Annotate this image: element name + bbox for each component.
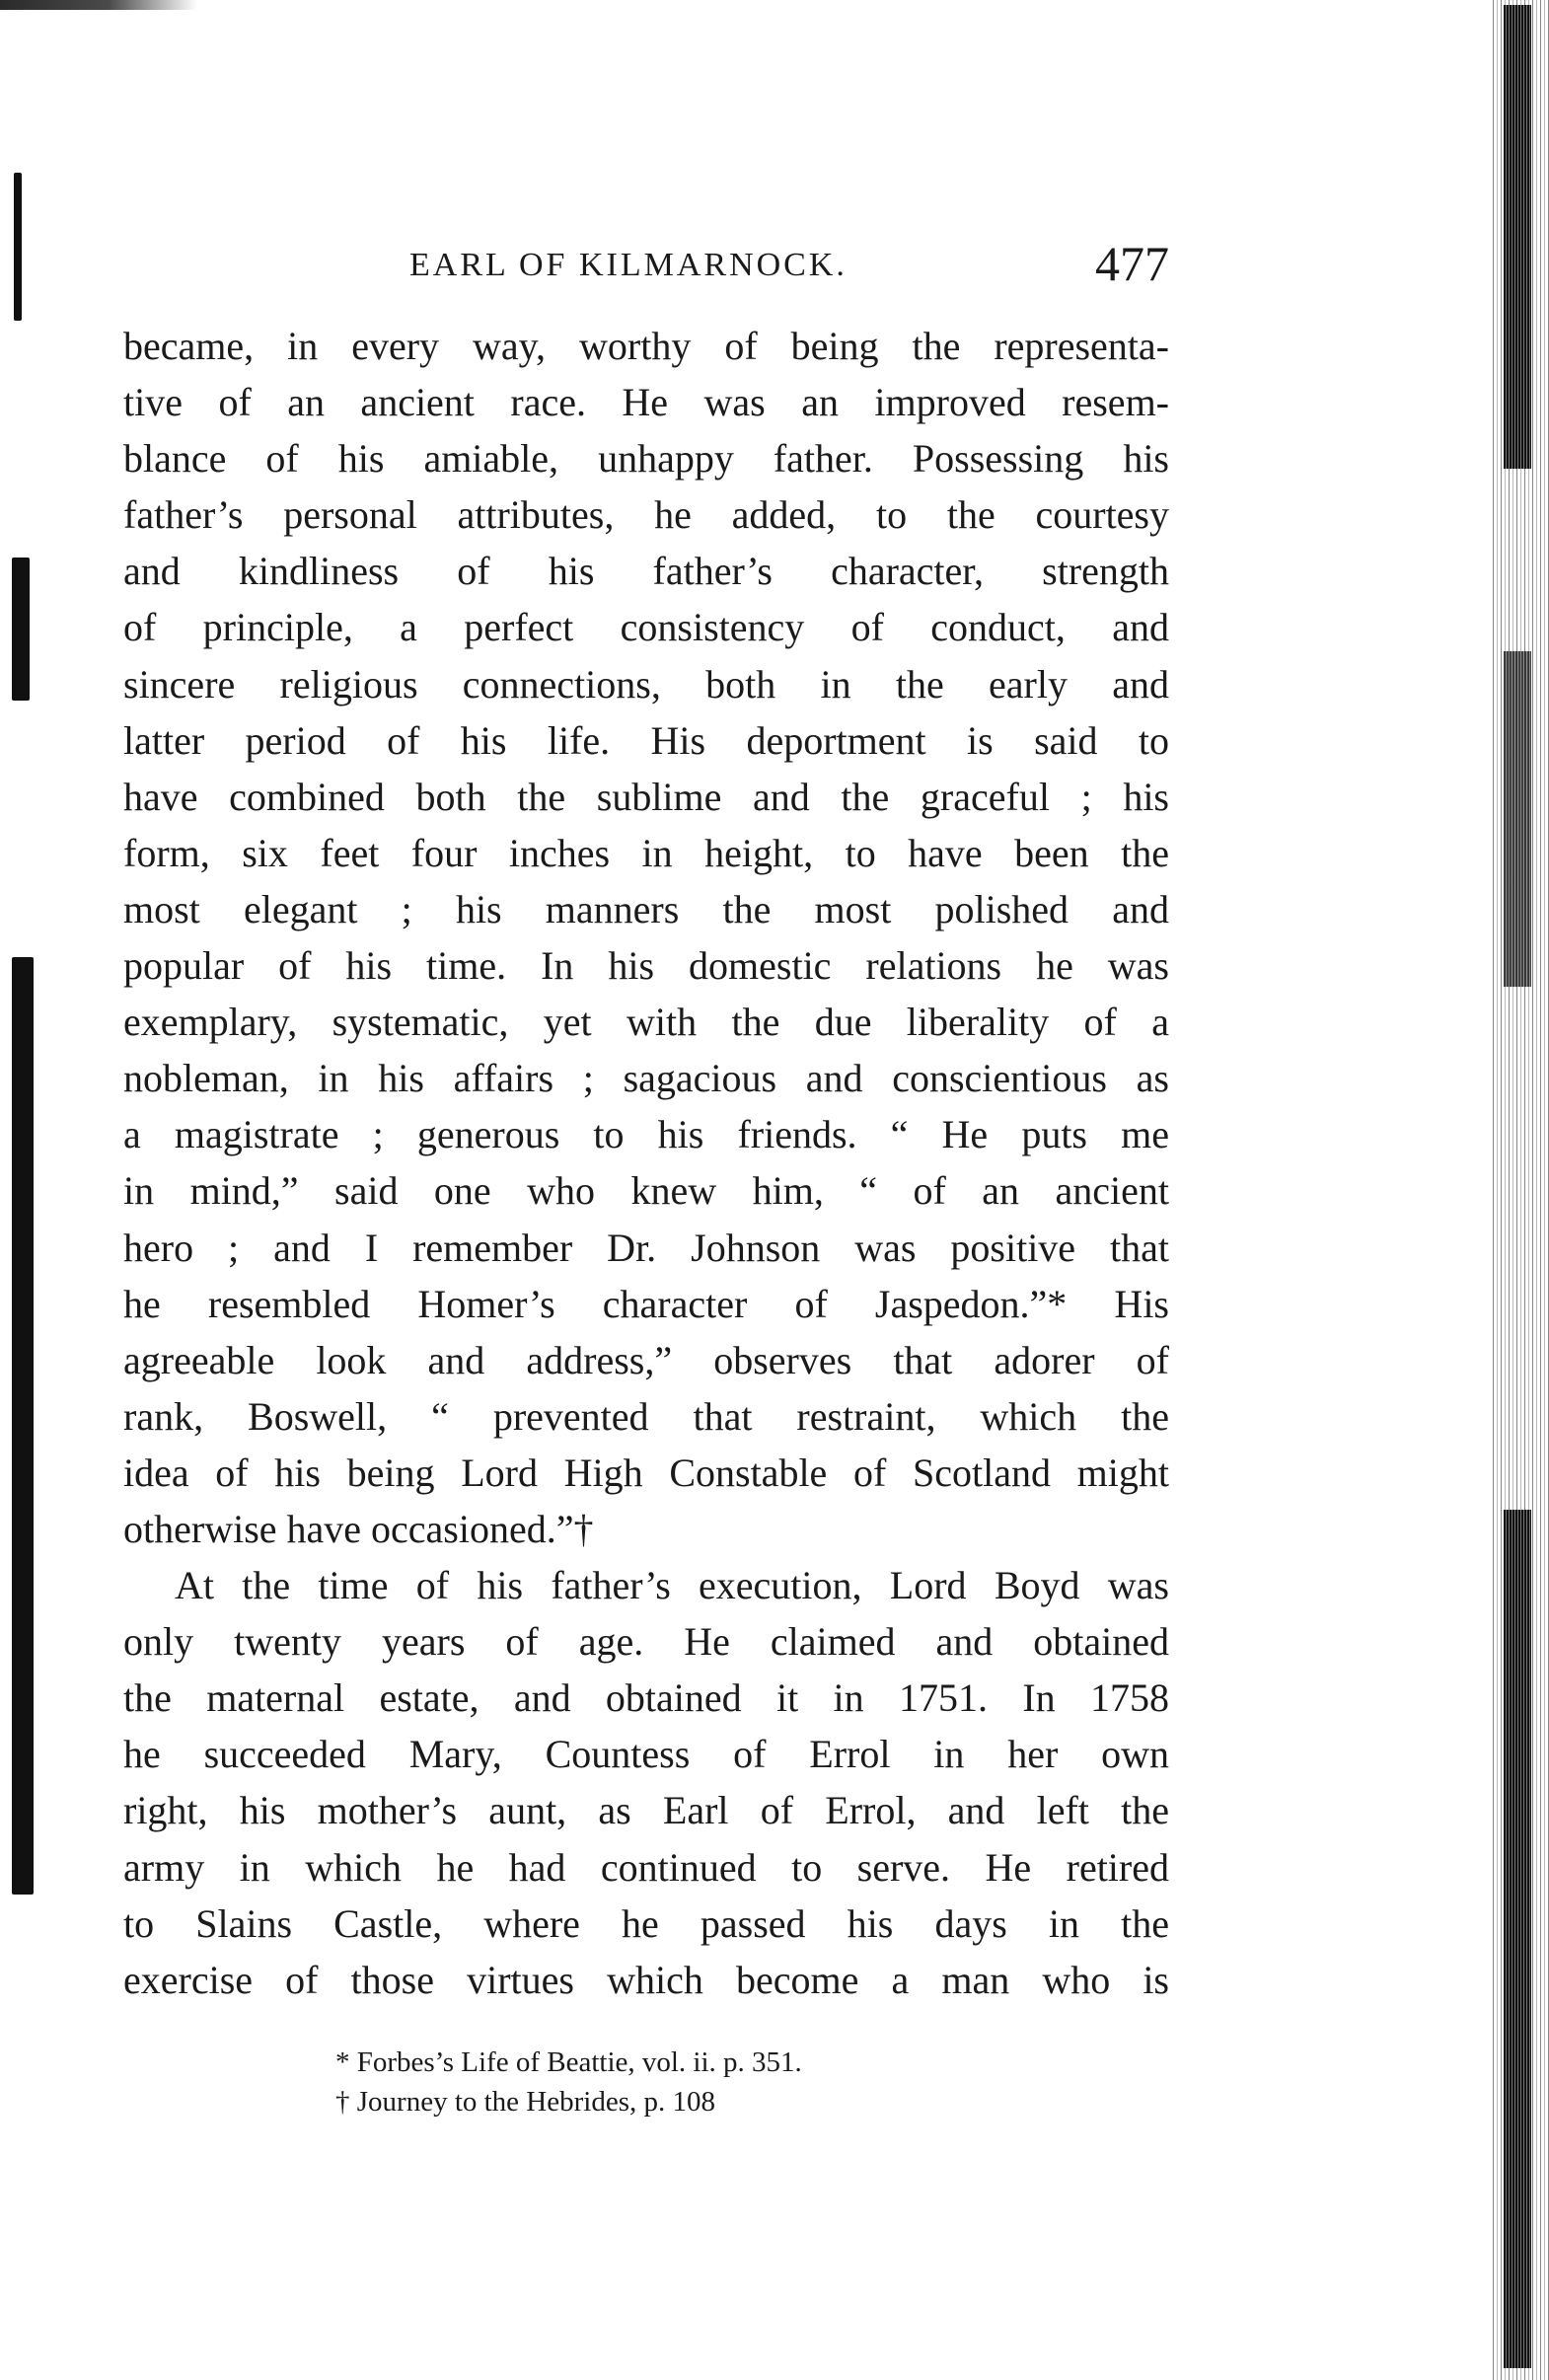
- footnotes: [335, 2043, 1125, 2121]
- text-line: the maternal estate, and obtained it in 1751. In 1758: [123, 1675, 1169, 1721]
- body-text: [123, 318, 1169, 2008]
- text-line: agreeable look and address,” observes that adorer of: [123, 1337, 1169, 1382]
- text-line: latter period of his life. His deportment is said to: [123, 717, 1169, 763]
- text-line: a magistrate ; generous to his friends. “ He puts me: [123, 1112, 1169, 1157]
- text-line: nobleman, in his affairs ; sagacious and conscientious as: [123, 1056, 1169, 1101]
- text-line: exemplary, systematic, yet with the due liberality of a: [123, 1000, 1169, 1045]
- text-line: sincere religious connections, both in the early and: [123, 661, 1169, 707]
- page-number: 477: [1095, 236, 1169, 291]
- text-line: idea of his being Lord High Constable of Scotland might: [123, 1450, 1169, 1495]
- text-line: army in which he had continued to serve. He retired: [123, 1844, 1169, 1890]
- paragraph-end-line: otherwise have occasioned.”†: [123, 1506, 594, 1551]
- text-line: blance of his amiable, unhappy father. Possessing his: [123, 436, 1169, 482]
- text-line: in mind,” said one who knew him, “ of an ancient: [123, 1168, 1169, 1214]
- text-line: to Slains Castle, where he passed his days in the: [123, 1900, 1169, 1946]
- gutter-shadow: [14, 173, 22, 321]
- gutter-shadow: [12, 957, 34, 1895]
- text-line: only twenty years of age. He claimed and obtained: [123, 1619, 1169, 1665]
- text-line: most elegant ; his manners the most polished and: [123, 886, 1169, 931]
- footnote-hebrides: † Journey to the Hebrides, p. 108: [335, 2086, 715, 2118]
- gutter-shadow: [12, 558, 30, 701]
- text-line: form, six feet four inches in height, to have been the: [123, 830, 1169, 875]
- text-line: he resembled Homer’s character of Jaspedon.”* His: [123, 1281, 1169, 1326]
- page-edge-shadow: [1504, 5, 1531, 469]
- footnote-forbes: * Forbes’s Life of Beattie, vol. ii. p. 351.: [335, 2046, 802, 2078]
- paragraph-start-line: At the time of his father’s execution, Lord Boyd was: [175, 1563, 1169, 1608]
- running-head: [123, 235, 1169, 304]
- text-line: father’s personal attributes, he added, to the courtesy: [123, 492, 1169, 538]
- text-line: exercise of those virtues which become a man who is: [123, 1957, 1169, 2002]
- page-edge-shadow: [1504, 651, 1531, 987]
- text-line: and kindliness of his father’s character, strength: [123, 549, 1169, 594]
- text-line: right, his mother’s aunt, as Earl of Errol, and left the: [123, 1788, 1169, 1833]
- text-line: have combined both the sublime and the graceful ; his: [123, 774, 1169, 819]
- text-line: popular of his time. In his domestic relations he was: [123, 943, 1169, 989]
- text-line: tive of an ancient race. He was an improved resem-: [123, 380, 1169, 425]
- text-line: hero ; and I remember Dr. Johnson was positive that: [123, 1225, 1169, 1270]
- text-line: rank, Boswell, “ prevented that restraint, which the: [123, 1393, 1169, 1439]
- running-title: EARL OF KILMARNOCK.: [409, 247, 848, 283]
- text-line: of principle, a perfect consistency of conduct, and: [123, 605, 1169, 650]
- scan-artifact-top-left: [0, 0, 197, 10]
- page-edge-shadow: [1504, 1510, 1531, 2368]
- text-line: he succeeded Mary, Countess of Errol in her own: [123, 1732, 1169, 1777]
- text-line: became, in every way, worthy of being the representa-: [123, 324, 1169, 368]
